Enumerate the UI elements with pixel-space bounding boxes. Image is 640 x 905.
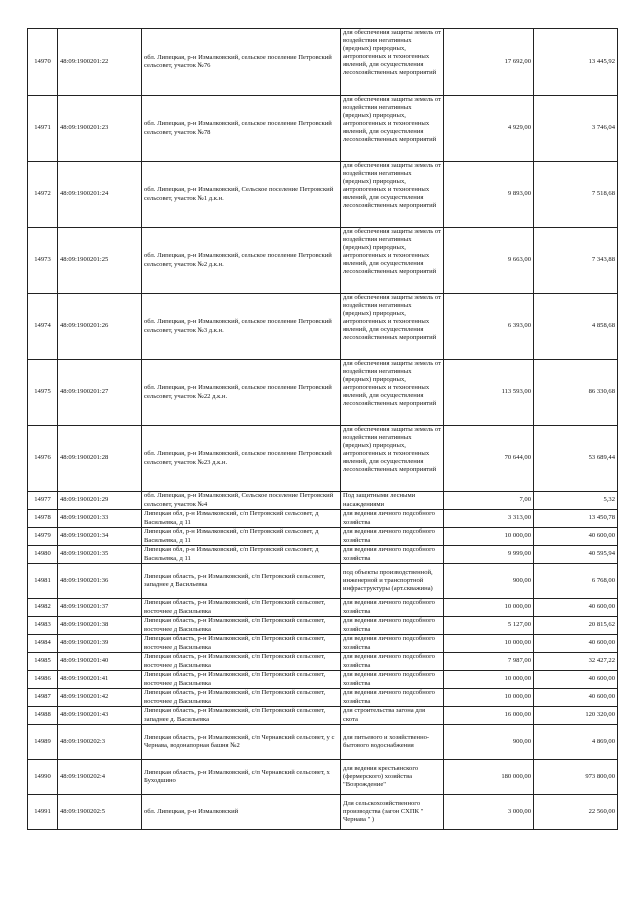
permitted-use: для обеспечения защиты земель от воздействия негативных (вредных) природных, антропогенных и техногенных явлений, для осуществления лесохозяйственных мероприятий: [341, 360, 444, 426]
address: обл. Липецкая, р-н Измалковский, Сельское поселение Петровский сельсовет, участок №1 д.к.н.: [142, 162, 341, 228]
table-row: [28, 546, 618, 564]
cadastral-value: 40 600,00: [534, 635, 618, 653]
row-number: 14977: [28, 492, 58, 510]
cadastral-number: 48:09:1900201:35: [58, 546, 142, 564]
row-number: 14985: [28, 653, 58, 671]
table-row: [28, 671, 618, 689]
address: обл. Липецкая, р-н Измалковский, сельское поселение Петровский сельсовет, участок №76: [142, 29, 341, 96]
permitted-use: для ведения личного подсобного хозяйства: [341, 617, 444, 635]
cadastral-value: 5,32: [534, 492, 618, 510]
cadastral-number: 48:09:1900201:23: [58, 96, 142, 162]
row-number: 14978: [28, 510, 58, 528]
cadastral-number: 48:09:1900201:36: [58, 564, 142, 599]
permitted-use: для обеспечения защиты земель от воздействия негативных (вредных) природных, антропогенных и техногенных явлений, для осуществления лесохозяйственных мероприятий: [341, 96, 444, 162]
cadastral-value: 40 600,00: [534, 528, 618, 546]
address: Липецкая область, р-н Измалковский, с/п Петровский сельсовет, восточнее д Васильевка: [142, 617, 341, 635]
cadastral-value: 973 800,00: [534, 760, 618, 795]
cadastral-value: 120 320,00: [534, 707, 618, 725]
area: 9 893,00: [444, 162, 534, 228]
table-row: [28, 96, 618, 162]
permitted-use: для обеспечения защиты земель от воздействия негативных (вредных) природных, антропогенных и техногенных явлений, для осуществления лесохозяйственных мероприятий: [341, 162, 444, 228]
address: обл. Липецкая, р-н Измалковский, сельское поселение Петровский сельсовет, участок №2 д.к.н.: [142, 228, 341, 294]
cadastral-value: 4 869,00: [534, 725, 618, 760]
table-row: [28, 689, 618, 707]
area: 4 929,00: [444, 96, 534, 162]
area: 16 000,00: [444, 707, 534, 725]
row-number: 14988: [28, 707, 58, 725]
area: 900,00: [444, 564, 534, 599]
cadastral-value: 40 595,94: [534, 546, 618, 564]
row-number: 14989: [28, 725, 58, 760]
address: Липецкая область, р-н Измалковский, с/п Чернавский сельсовет, у с Чернава, водонапорная башня №2: [142, 725, 341, 760]
cadastral-value: 53 689,44: [534, 426, 618, 492]
table-row: [28, 426, 618, 492]
row-number: 14990: [28, 760, 58, 795]
area: 10 000,00: [444, 528, 534, 546]
address: обл. Липецкая, р-н Измалковский: [142, 795, 341, 830]
table-row: [28, 725, 618, 760]
row-number: 14984: [28, 635, 58, 653]
address: Липецкая обл, р-н Измалковский, с/п Петровский сельсовет, д Васильевка, д 11: [142, 528, 341, 546]
cadastral-value: 32 427,22: [534, 653, 618, 671]
permitted-use: для ведения личного подсобного хозяйства: [341, 689, 444, 707]
address: обл. Липецкая, р-н Измалковский, сельское поселение Петровский сельсовет, участок №23 д.к.н.: [142, 426, 341, 492]
cadastral-number: 48:09:1900202:4: [58, 760, 142, 795]
row-number: 14979: [28, 528, 58, 546]
area: 10 000,00: [444, 599, 534, 617]
table-row: [28, 599, 618, 617]
row-number: 14982: [28, 599, 58, 617]
address: Липецкая обл, р-н Измалковский, с/п Петровский сельсовет, д Васильевка, д 11: [142, 510, 341, 528]
table-body: [28, 29, 618, 830]
cadastral-value: 6 768,00: [534, 564, 618, 599]
cadastral-value: 40 600,00: [534, 599, 618, 617]
area: 10 000,00: [444, 671, 534, 689]
cadastral-number: 48:09:1900201:29: [58, 492, 142, 510]
cadastral-number: 48:09:1900201:42: [58, 689, 142, 707]
area: 900,00: [444, 725, 534, 760]
cadastral-value: 20 815,62: [534, 617, 618, 635]
table-row: [28, 635, 618, 653]
address: Липецкая область, р-н Измалковский, с/п Петровский сельсовет, западнее д. Васильевка: [142, 707, 341, 725]
cadastral-value: 40 600,00: [534, 671, 618, 689]
table-row: [28, 795, 618, 830]
row-number: 14991: [28, 795, 58, 830]
cadastral-number: 48:09:1900201:38: [58, 617, 142, 635]
row-number: 14986: [28, 671, 58, 689]
area: 9 663,00: [444, 228, 534, 294]
table-row: [28, 528, 618, 546]
row-number: 14970: [28, 29, 58, 96]
cadastral-number: 48:09:1900201:25: [58, 228, 142, 294]
cadastral-number: 48:09:1900201:26: [58, 294, 142, 360]
cadastral-number: 48:09:1900201:40: [58, 653, 142, 671]
row-number: 14975: [28, 360, 58, 426]
permitted-use: для обеспечения защиты земель от воздействия негативных (вредных) природных, антропогенных и техногенных явлений, для осуществления лесохозяйственных мероприятий: [341, 228, 444, 294]
cadastral-value: 86 330,68: [534, 360, 618, 426]
cadastral-number: 48:09:1900202:3: [58, 725, 142, 760]
row-number: 14987: [28, 689, 58, 707]
cadastral-value: 13 450,78: [534, 510, 618, 528]
area: 9 999,00: [444, 546, 534, 564]
area: 10 000,00: [444, 635, 534, 653]
cadastral-value: 7 343,88: [534, 228, 618, 294]
table-row: [28, 707, 618, 725]
permitted-use: для обеспечения защиты земель от воздействия негативных (вредных) природных, антропогенных и техногенных явлений, для осуществления лесохозяйственных мероприятий: [341, 29, 444, 96]
permitted-use: под объекты производственной, инженерной и транспортной инфраструктуры (арт.скважина): [341, 564, 444, 599]
table-row: [28, 162, 618, 228]
row-number: 14971: [28, 96, 58, 162]
cadastral-number: 48:09:1900201:22: [58, 29, 142, 96]
row-number: 14972: [28, 162, 58, 228]
permitted-use: для ведения личного подсобного хозяйства: [341, 599, 444, 617]
permitted-use: для обеспечения защиты земель от воздействия негативных (вредных) природных, антропогенных и техногенных явлений, для осуществления лесохозяйственных мероприятий: [341, 294, 444, 360]
permitted-use: для строительства загона для скота: [341, 707, 444, 725]
table-row: [28, 360, 618, 426]
area: 6 393,00: [444, 294, 534, 360]
area: 70 644,00: [444, 426, 534, 492]
permitted-use: Для сельскохозяйственного производства (загон СХПК " Чернава " ): [341, 795, 444, 830]
cadastral-value: 4 858,68: [534, 294, 618, 360]
cadastral-number: 48:09:1900201:27: [58, 360, 142, 426]
table-row: [28, 294, 618, 360]
address: Липецкая область, р-н Измалковский, с/п Петровский сельсовет, восточнее д Васильевка: [142, 653, 341, 671]
cadastral-value: 7 518,68: [534, 162, 618, 228]
cadastral-number: 48:09:1900201:33: [58, 510, 142, 528]
permitted-use: для ведения личного подсобного хозяйства: [341, 528, 444, 546]
row-number: 14976: [28, 426, 58, 492]
table-row: [28, 228, 618, 294]
permitted-use: для ведения личного подсобного хозяйства: [341, 653, 444, 671]
address: Липецкая область, р-н Измалковский, с/п Петровский сельсовет, восточнее д Васильевка: [142, 635, 341, 653]
permitted-use: для обеспечения защиты земель от воздействия негативных (вредных) природных, антропогенных и техногенных явлений, для осуществления лесохозяйственных мероприятий: [341, 426, 444, 492]
cadastral-number: 48:09:1900202:5: [58, 795, 142, 830]
address: Липецкая обл, р-н Измалковский, с/п Петровский сельсовет, д Васильевка, д 11: [142, 546, 341, 564]
row-number: 14974: [28, 294, 58, 360]
address: Липецкая область, р-н Измалковский, с/п Петровский сельсовет, восточнее д Васильевка: [142, 599, 341, 617]
table-row: [28, 492, 618, 510]
cadastral-number: 48:09:1900201:24: [58, 162, 142, 228]
cadastral-number: 48:09:1900201:39: [58, 635, 142, 653]
address: Липецкая область, р-н Измалковский, с/п Петровский сельсовет, восточнее д Васильевка: [142, 671, 341, 689]
table-row: [28, 653, 618, 671]
permitted-use: для ведения личного подсобного хозяйства: [341, 546, 444, 564]
table-row: [28, 617, 618, 635]
cadastral-value: 13 445,92: [534, 29, 618, 96]
area: 17 692,00: [444, 29, 534, 96]
cadastral-number: 48:09:1900201:43: [58, 707, 142, 725]
cadastral-number: 48:09:1900201:28: [58, 426, 142, 492]
row-number: 14973: [28, 228, 58, 294]
row-number: 14983: [28, 617, 58, 635]
permitted-use: для ведения личного подсобного хозяйства: [341, 635, 444, 653]
permitted-use: для ведения личного подсобного хозяйства: [341, 671, 444, 689]
address: обл. Липецкая, р-н Измалковский, сельское поселение Петровский сельсовет, участок №22 д.к.н.: [142, 360, 341, 426]
permitted-use: Под защитными лесными насаждениями: [341, 492, 444, 510]
address: Липецкая область, р-н Измалковский, с/п Петровский сельсовет, восточнее д Васильевка: [142, 689, 341, 707]
permitted-use: для ведения личного подсобного хозяйства: [341, 510, 444, 528]
address: Липецкая область, р-н Измалковский, с/п Петровский сельсовет, западнее д Васильевка: [142, 564, 341, 599]
land-plots-table: [27, 28, 618, 830]
area: 5 127,00: [444, 617, 534, 635]
cadastral-number: 48:09:1900201:34: [58, 528, 142, 546]
row-number: 14981: [28, 564, 58, 599]
area: 113 593,00: [444, 360, 534, 426]
table-row: [28, 29, 618, 96]
area: 3 313,00: [444, 510, 534, 528]
permitted-use: для ведения крестьянского (фермерского) хозяйства "Возрождение": [341, 760, 444, 795]
row-number: 14980: [28, 546, 58, 564]
area: 180 000,00: [444, 760, 534, 795]
area: 7 987,00: [444, 653, 534, 671]
area: 7,00: [444, 492, 534, 510]
address: Липецкая область, р-н Измалковский, с/п Чернавский сельсовет, х Буходшино: [142, 760, 341, 795]
area: 3 000,00: [444, 795, 534, 830]
table-row: [28, 564, 618, 599]
cadastral-number: 48:09:1900201:37: [58, 599, 142, 617]
cadastral-value: 22 560,00: [534, 795, 618, 830]
cadastral-value: 40 600,00: [534, 689, 618, 707]
document-page: [27, 28, 617, 830]
address: обл. Липецкая, р-н Измалковский, сельское поселение Петровский сельсовет, участок №3 д.к.н.: [142, 294, 341, 360]
permitted-use: для питьевого и хозяйственно-бытового водоснабжения: [341, 725, 444, 760]
address: обл. Липецкая, р-н Измалковский, сельское поселение Петровский сельсовет, участок №78: [142, 96, 341, 162]
area: 10 000,00: [444, 689, 534, 707]
table-row: [28, 510, 618, 528]
cadastral-number: 48:09:1900201:41: [58, 671, 142, 689]
cadastral-value: 3 746,04: [534, 96, 618, 162]
table-row: [28, 760, 618, 795]
address: обл. Липецкая, р-н Измалковский, Сельское поселение Петровский сельсовет, участок №4: [142, 492, 341, 510]
